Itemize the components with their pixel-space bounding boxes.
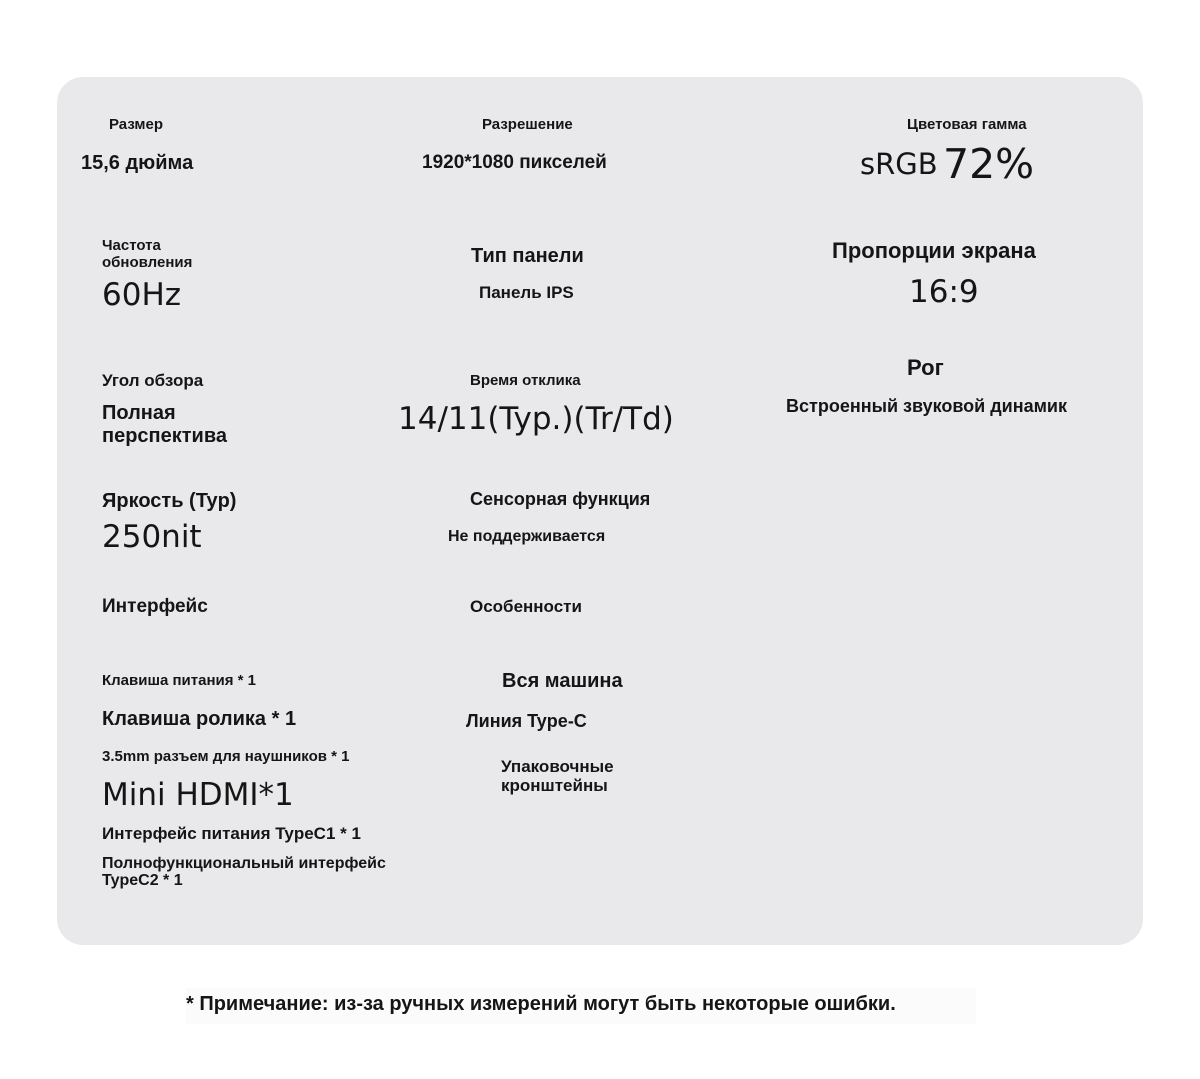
horn-label: Рог bbox=[907, 355, 944, 380]
resolution-value: 1920*1080 пикселей bbox=[422, 152, 607, 173]
interface-item: Mini HDMI*1 bbox=[102, 777, 294, 813]
response-value: 14/11(Typ.)(Tr/Td) bbox=[398, 401, 674, 437]
gamut-label: Цветовая гамма bbox=[907, 116, 1027, 133]
interface-item: Клавиша ролика * 1 bbox=[102, 708, 297, 730]
angle-value-line1: Полная bbox=[102, 402, 176, 424]
interface-item: 3.5mm разъем для наушников * 1 bbox=[102, 748, 350, 765]
size-value: 15,6 дюйма bbox=[81, 152, 194, 174]
size-label: Размер bbox=[109, 116, 164, 133]
interface-label: Интерфейс bbox=[102, 596, 208, 617]
feature-item: кронштейны bbox=[501, 776, 608, 795]
feature-item: Линия Type-C bbox=[466, 711, 587, 731]
interface-item: Полнофункциональный интерфейс bbox=[102, 855, 386, 872]
feature-item: Вся машина bbox=[502, 670, 623, 692]
footnote: * Примечание: из-за ручных измерений могут быть некоторые ошибки. bbox=[186, 988, 976, 1024]
ratio-label: Пропорции экрана bbox=[832, 238, 1036, 263]
feature-item: Упаковочные bbox=[501, 757, 614, 776]
response-label: Время отклика bbox=[470, 372, 581, 389]
interface-item: Клавиша питания * 1 bbox=[102, 672, 256, 689]
brightness-value: 250nit bbox=[102, 519, 202, 555]
refresh-label-line1: Частота bbox=[102, 237, 161, 254]
angle-value-line2: перспектива bbox=[102, 425, 227, 447]
gamut-value: 72% bbox=[943, 140, 1035, 188]
angle-label: Угол обзора bbox=[102, 371, 204, 390]
refresh-label-line2: обновления bbox=[102, 254, 193, 271]
panel-value: Панель IPS bbox=[479, 283, 574, 302]
touch-label: Сенсорная функция bbox=[470, 489, 651, 509]
refresh-value: 60Hz bbox=[102, 277, 182, 313]
brightness-label: Яркость (Typ) bbox=[102, 490, 237, 512]
interface-item: TypeC2 * 1 bbox=[102, 872, 183, 889]
resolution-label: Разрешение bbox=[482, 116, 573, 133]
ratio-value: 16:9 bbox=[909, 274, 979, 310]
features-label: Особенности bbox=[470, 597, 582, 616]
interface-item: Интерфейс питания TypeC1 * 1 bbox=[102, 824, 361, 843]
gamut-prefix: sRGB bbox=[860, 147, 938, 181]
touch-value: Не поддерживается bbox=[448, 528, 606, 545]
panel-label: Тип панели bbox=[471, 245, 584, 267]
horn-value: Встроенный звуковой динамик bbox=[786, 396, 1068, 416]
